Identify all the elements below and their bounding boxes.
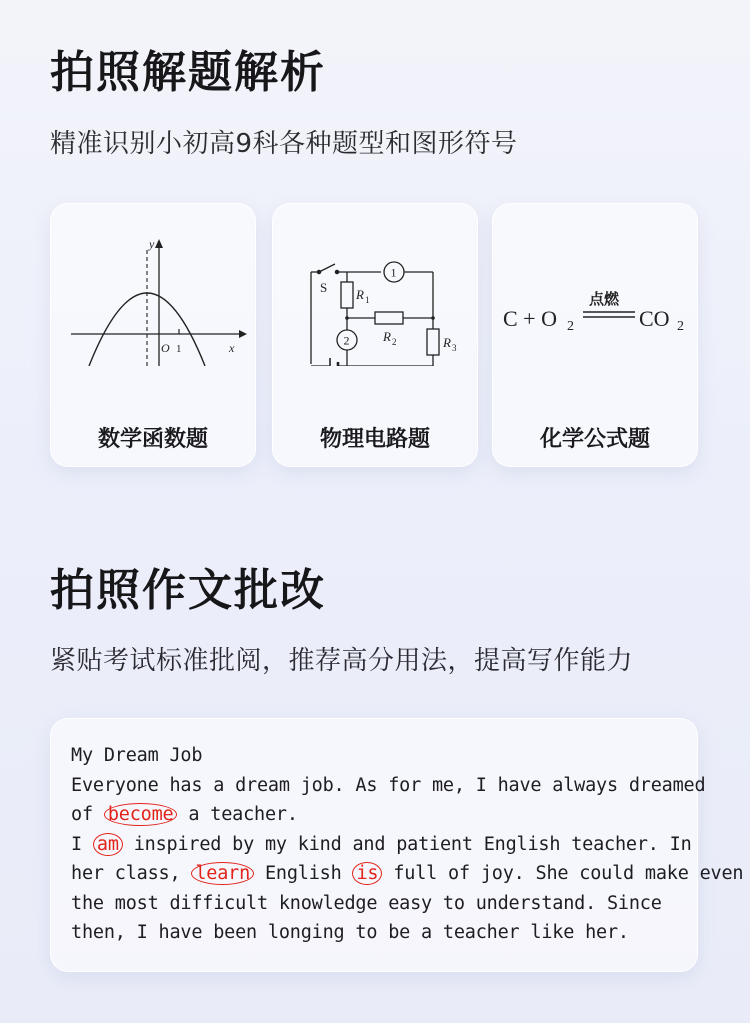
r3-label: R <box>443 335 451 350</box>
r3-subscript: 3 <box>452 343 457 353</box>
r2-subscript: 2 <box>392 337 397 347</box>
r1-subscript: 1 <box>365 295 370 305</box>
reactants-text: C + O <box>503 306 557 331</box>
correction-mark-am[interactable]: am <box>93 833 123 856</box>
essay-line-4: her class, learn English is full of joy. She could make even <box>71 863 744 884</box>
r2-label: R <box>383 329 391 344</box>
correction-mark-learn[interactable]: learn <box>191 862 254 885</box>
reactant-subscript: 2 <box>567 319 574 334</box>
essay-line-5: the most difficult knowledge easy to understand. Since <box>71 892 662 914</box>
essay-card[interactable] <box>50 718 744 972</box>
switch-label: S <box>320 280 328 295</box>
essay-line-2: of become a teacher. <box>71 804 298 825</box>
correction-mark-become[interactable]: become <box>104 803 178 826</box>
tick-label-one: 1 <box>176 343 182 355</box>
card-physics-circuit[interactable] <box>272 203 478 467</box>
correction-mark-is[interactable]: is <box>352 862 382 885</box>
chemical-equation-figure <box>493 226 699 366</box>
origin-label: O <box>161 341 170 355</box>
essay-line-6: then, I have been longing to be a teacher like her. <box>71 922 629 943</box>
section-title-photo-solve: 拍照解题解析 <box>50 47 326 98</box>
essay-title: My Dream Job <box>71 745 203 766</box>
parabola-graph-figure <box>51 226 257 366</box>
meter-1-label: 1 <box>390 265 397 280</box>
essay-line-3: I am inspired by my kind and patient English teacher. In <box>71 833 692 855</box>
reaction-condition: 点燃 <box>589 290 620 308</box>
essay-text <box>71 741 744 948</box>
x-axis-label: x <box>229 341 235 355</box>
card-math-function[interactable] <box>50 203 256 467</box>
card-chemistry-formula[interactable] <box>492 203 698 467</box>
meter-2-label: 2 <box>343 333 350 348</box>
essay-line-1: Everyone has a dream job. As for me, I have always dreamed <box>71 774 706 796</box>
circuit-diagram-figure <box>273 226 479 366</box>
r1-label: R <box>356 287 364 302</box>
section-subtitle-photo-solve: 精准识别小初高9科各种题型和图形符号 <box>50 129 518 159</box>
product-text: CO <box>639 306 670 331</box>
section-subtitle-essay-correction: 紧贴考试标准批阅，推荐高分用法，提高写作能力 <box>50 646 634 676</box>
section-title-essay-correction: 拍照作文批改 <box>50 565 326 616</box>
card-caption-physics: 物理电路题 <box>319 427 430 452</box>
y-axis-label: y <box>149 237 155 251</box>
card-caption-chemistry: 化学公式题 <box>539 427 650 452</box>
product-subscript: 2 <box>677 319 684 334</box>
card-caption-math: 数学函数题 <box>97 427 208 452</box>
